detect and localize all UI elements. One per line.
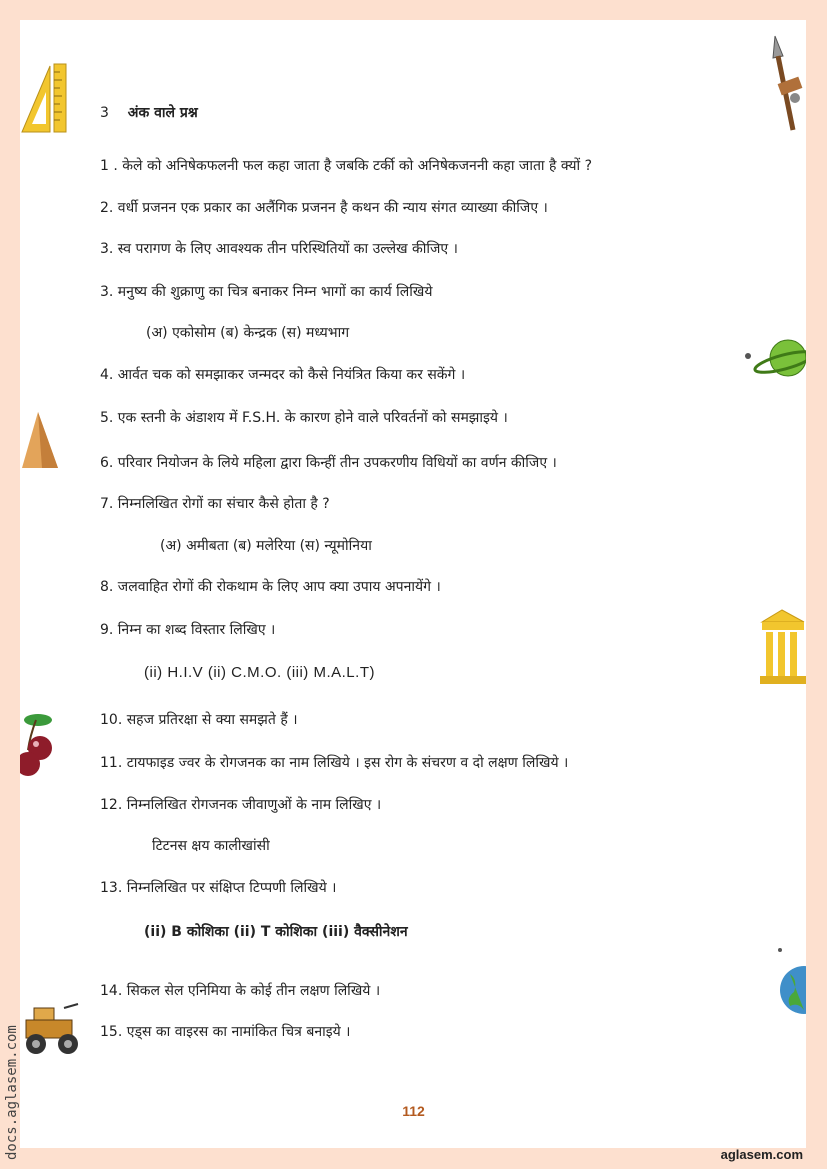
question-13: 13. निम्नलिखित पर संक्षिप्त टिप्पणी लिखिये । xyxy=(100,880,337,896)
question-5: 5. एक स्तनी के अंडाशय में F.S.H. के कारण होने वाले परिवर्तनों को समझाइये । xyxy=(100,410,508,426)
question-9: 9. निम्न का शब्द विस्तार लिखिए । xyxy=(100,622,276,638)
section-title: अंक वाले प्रश्न xyxy=(127,105,198,121)
question-12: 12. निम्नलिखित रोगजनक जीवाणुओं के नाम लिखिए । xyxy=(100,797,382,813)
question-12-options: टिटनस क्षय कालीखांसी xyxy=(152,838,270,854)
question-7: 7. निम्नलिखित रोगों का संचार कैसे होता है ? xyxy=(100,496,330,512)
question-8: 8. जलवाहित रोगों की रोकथाम के लिए आप क्या उपाय अपनायेंगे । xyxy=(100,579,441,595)
question-7-options: (अ) अमीबता (ब) मलेरिया (स) न्यूमोनिया xyxy=(160,538,372,554)
cherries-icon xyxy=(20,706,60,778)
question-14: 14. सिकल सेल एनिमिया के कोई तीन लक्षण लिखिये । xyxy=(100,983,381,999)
earth-globe-icon xyxy=(776,944,806,1020)
question-3b: 3. मनुष्य की शुक्राणु का चित्र बनाकर निम्न भागों का कार्य लिखिये xyxy=(100,284,433,300)
question-10: 10. सहज प्रतिरक्षा से क्या समझते हैं । xyxy=(100,712,298,728)
site-name: aglasem.com xyxy=(720,1147,803,1162)
question-4: 4. आर्वत चक को समझाकर जन्मदर को कैसे नियंत्रित किया कर सकेंगे । xyxy=(100,367,466,383)
question-2: 2. वर्धी प्रजनन एक प्रकार का अलैंगिक प्रजनन है कथन की न्याय संगत व्याख्या कीजिए । xyxy=(100,200,548,216)
question-11: 11. टायफाइड ज्वर के रोगजनक का नाम लिखिये । इस रोग के संचरण व दो लक्षण लिखिये । xyxy=(100,755,569,771)
page-number: 112 xyxy=(402,1103,425,1119)
ruler-icon xyxy=(20,62,68,134)
vintage-car-icon xyxy=(20,1000,84,1058)
question-9-options: (ii) H.I.V (ii) C.M.O. (iii) M.A.L.T) xyxy=(144,664,375,681)
watermark-text: docs.aglasem.com xyxy=(4,1025,20,1160)
section-number: 3 xyxy=(100,105,109,121)
question-13-options: (ii) B कोशिका (ii) T कोशिका (iii) वैक्सीनेशन xyxy=(144,924,408,940)
question-6: 6. परिवार नियोजन के लिये महिला द्वारा किन्हीं तीन उपकरणीय विधियों का वर्णन कीजिए । xyxy=(100,455,557,471)
spear-tool-icon xyxy=(765,34,807,134)
question-3: 3. स्व परागण के लिए आवश्यक तीन परिस्थितियों का उल्लेख कीजिए । xyxy=(100,241,458,257)
question-15: 15. एड्स का वाइरस का नामांकित चित्र बनाइये । xyxy=(100,1024,351,1040)
temple-icon xyxy=(758,608,806,686)
question-1: 1 . केले को अनिषेकफलनी फल कहा जाता है जबकि टर्की को अनिषेकजननी कहा जाता है क्यों ? xyxy=(100,158,592,174)
pyramid-icon xyxy=(20,410,60,470)
question-3b-options: (अ) एकोसोम (ब) केन्द्रक (स) मध्यभाग xyxy=(146,325,350,341)
section-heading xyxy=(100,103,198,122)
planet-icon xyxy=(744,336,806,384)
